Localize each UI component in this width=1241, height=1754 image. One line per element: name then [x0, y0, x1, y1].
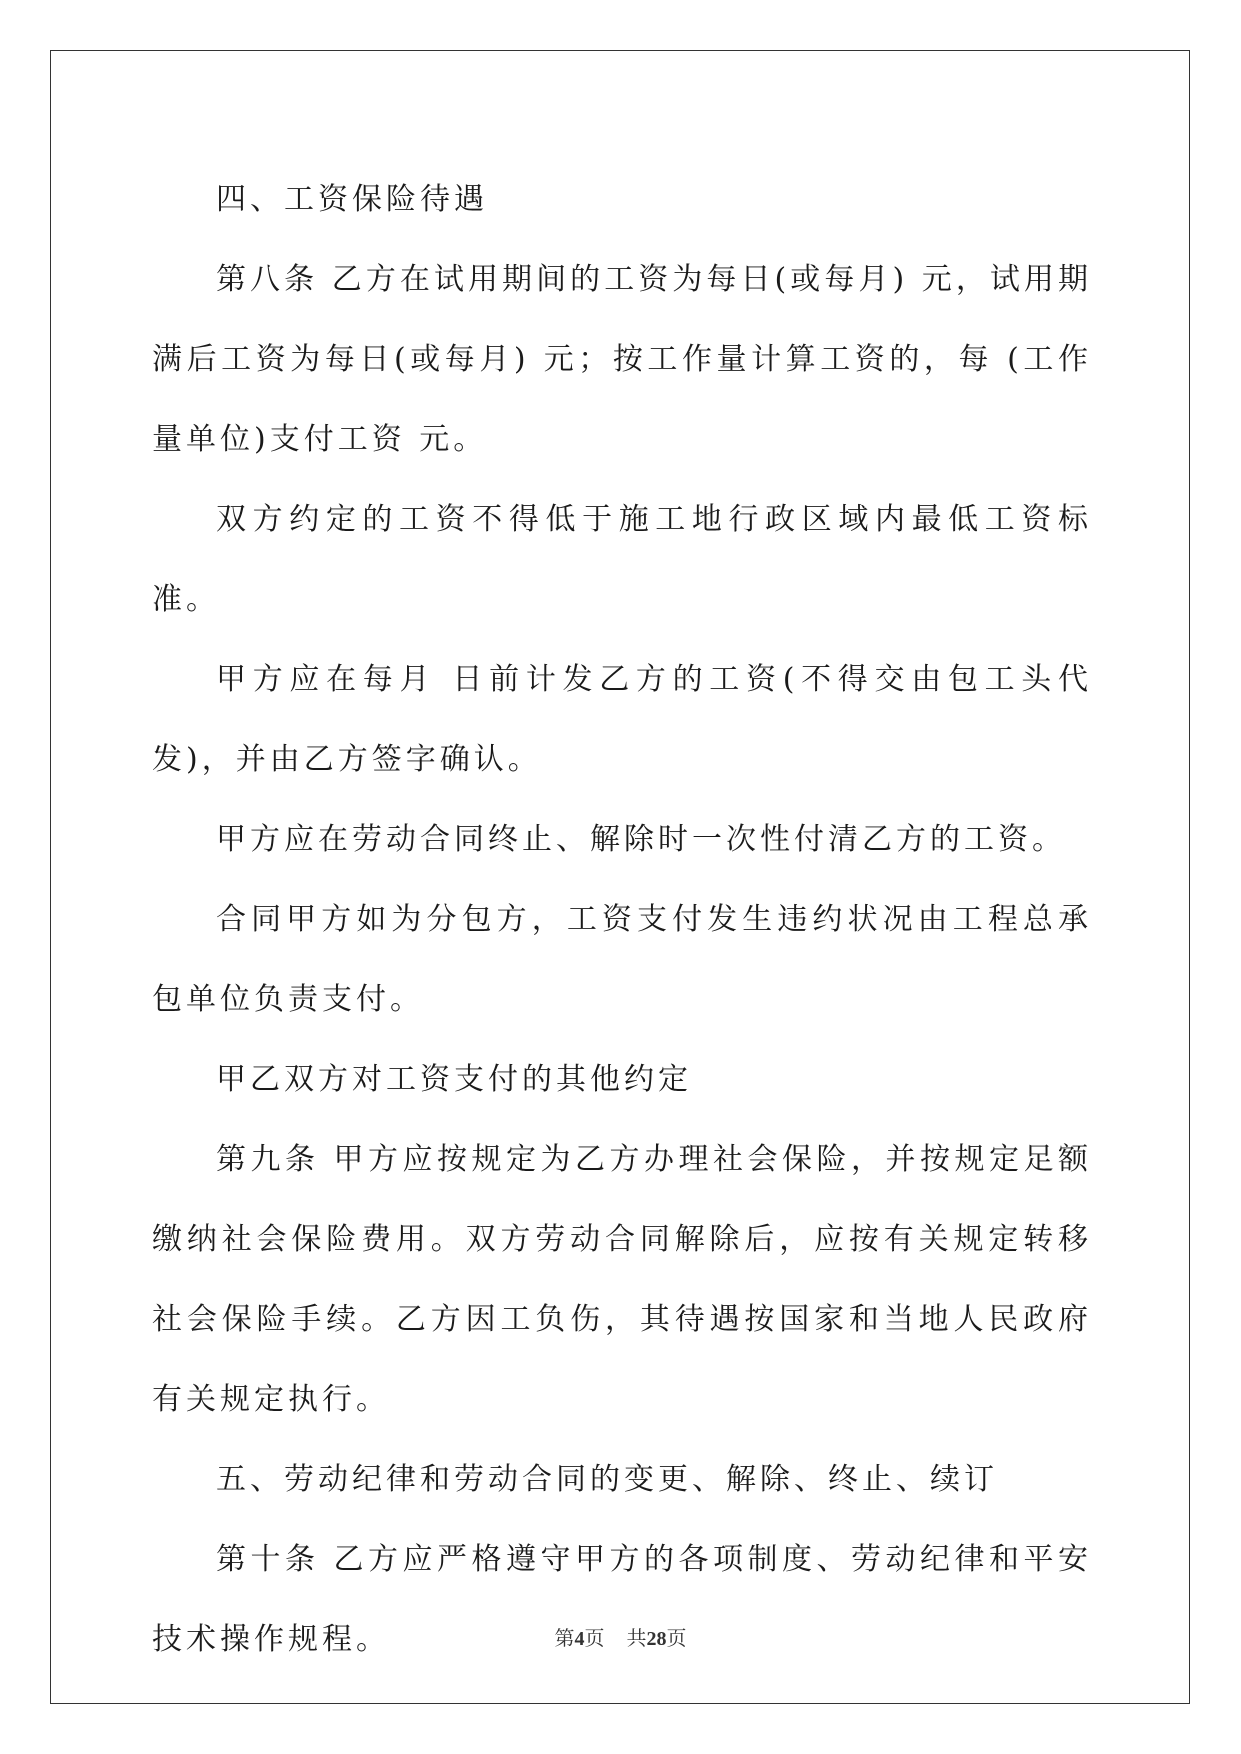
page-current: 4 [574, 1628, 585, 1650]
document-body [152, 160, 1092, 1680]
page-total: 28 [646, 1628, 667, 1650]
page-prefix: 第 [554, 1626, 575, 1650]
paragraph-minimum-wage: 双方约定的工资不得低于施工地行政区域内最低工资标准。 [152, 502, 1092, 617]
total-suffix: 页 [666, 1626, 687, 1650]
page-mid: 页 [584, 1626, 605, 1650]
paragraph-other-agreements: 甲乙双方对工资支付的其他约定 [216, 1062, 692, 1097]
page-footer [0, 1622, 1241, 1651]
total-prefix: 共 [626, 1626, 647, 1650]
article-9: 第九条 甲方应按规定为乙方办理社会保险，并按规定足额缴纳社会保险费用。双方劳动合同解除后，应按有关规定转移社会保险手续。乙方因工负伤，其待遇按国家和当地人民政府有关规定执行。 [152, 1142, 1092, 1417]
paragraph-monthly-payment: 甲方应在每月 日前计发乙方的工资(不得交由包工头代发)，并由乙方签字确认。 [152, 662, 1092, 777]
section-heading-wages-insurance: 四、工资保险待遇 [216, 182, 488, 217]
paragraph-final-payment: 甲方应在劳动合同终止、解除时一次性付清乙方的工资。 [216, 822, 1066, 857]
section-heading-labor-discipline: 五、劳动纪律和劳动合同的变更、解除、终止、续订 [216, 1462, 998, 1497]
article-8: 第八条 乙方在试用期间的工资为每日(或每月) 元，试用期满后工资为每日(或每月) 元；按工作量计算工资的，每 (工作量单位)支付工资 元。 [152, 262, 1092, 457]
article-10: 第十条 乙方应严格遵守甲方的各项制度、劳动纪律和平安技术操作规程。 [152, 1542, 1092, 1657]
paragraph-subcontractor: 合同甲方如为分包方，工资支付发生违约状况由工程总承包单位负责支付。 [152, 902, 1092, 1017]
